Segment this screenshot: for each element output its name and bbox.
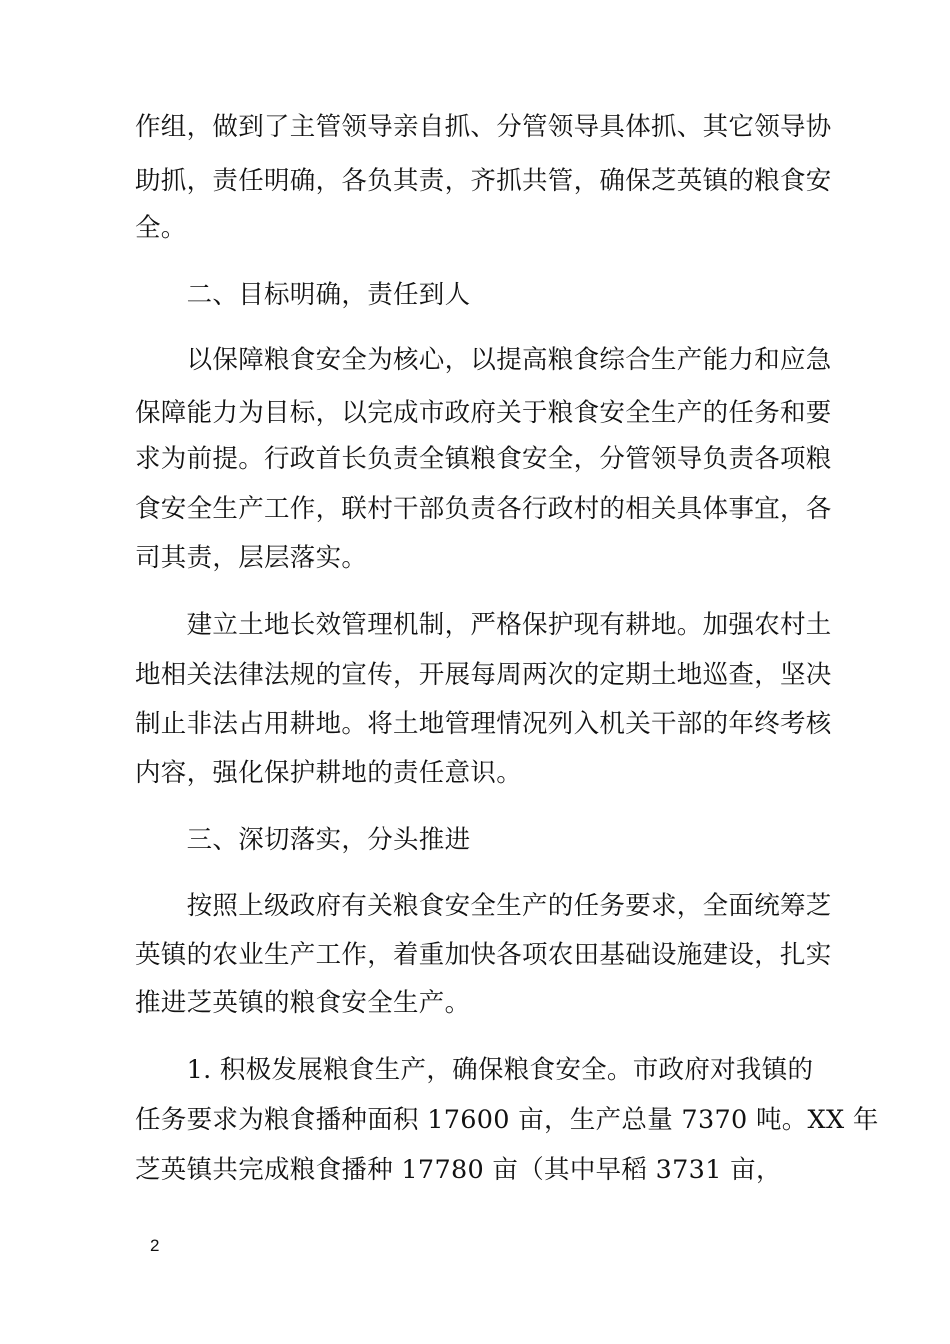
- text-line: 芝英镇共完成粮食播种 17780 亩（其中早稻 3731 亩，: [135, 1155, 782, 1185]
- list-item: 1. 积极发展粮食生产，确保粮食安全。市政府对我镇的: [135, 1055, 814, 1085]
- text-line: 按照上级政府有关粮食安全生产的任务要求，全面统筹芝: [135, 891, 832, 921]
- text-line: 建立土地长效管理机制，严格保护现有耕地。加强农村土: [135, 610, 832, 640]
- text-line: 任务要求为粮食播种面积 17600 亩，生产总量 7370 吨。XX 年: [135, 1105, 879, 1135]
- section-heading: 二、目标明确，责任到人: [135, 280, 471, 310]
- text-line: 保障能力为目标，以完成市政府关于粮食安全生产的任务和要: [135, 398, 832, 428]
- text-line: 内容，强化保护耕地的责任意识。: [135, 758, 523, 788]
- text-line: 制止非法占用耕地。将土地管理情况列入机关干部的年终考核: [135, 709, 832, 739]
- text-line: 司其责，层层落实。: [135, 543, 368, 573]
- text-line: 推进芝英镇的粮食安全生产。: [135, 988, 471, 1018]
- text-line: 地相关法律法规的宣传，开展每周两次的定期土地巡查，坚决: [135, 660, 832, 690]
- text-line: 助抓，责任明确，各负其责，齐抓共管，确保芝英镇的粮食安: [135, 166, 832, 196]
- text-line: 英镇的农业生产工作，着重加快各项农田基础设施建设，扎实: [135, 940, 832, 970]
- text-line: 全。: [135, 213, 187, 243]
- text-line: 以保障粮食安全为核心，以提高粮食综合生产能力和应急: [135, 345, 832, 375]
- text-line: 求为前提。行政首长负责全镇粮食安全，分管领导负责各项粮: [135, 444, 832, 474]
- text-line: 食安全生产工作，联村干部负责各行政村的相关具体事宜，各: [135, 494, 832, 524]
- section-heading: 三、深切落实，分头推进: [135, 825, 471, 855]
- page-number: 2: [150, 1236, 160, 1255]
- text-line: 作组，做到了主管领导亲自抓、分管领导具体抓、其它领导协: [135, 112, 832, 142]
